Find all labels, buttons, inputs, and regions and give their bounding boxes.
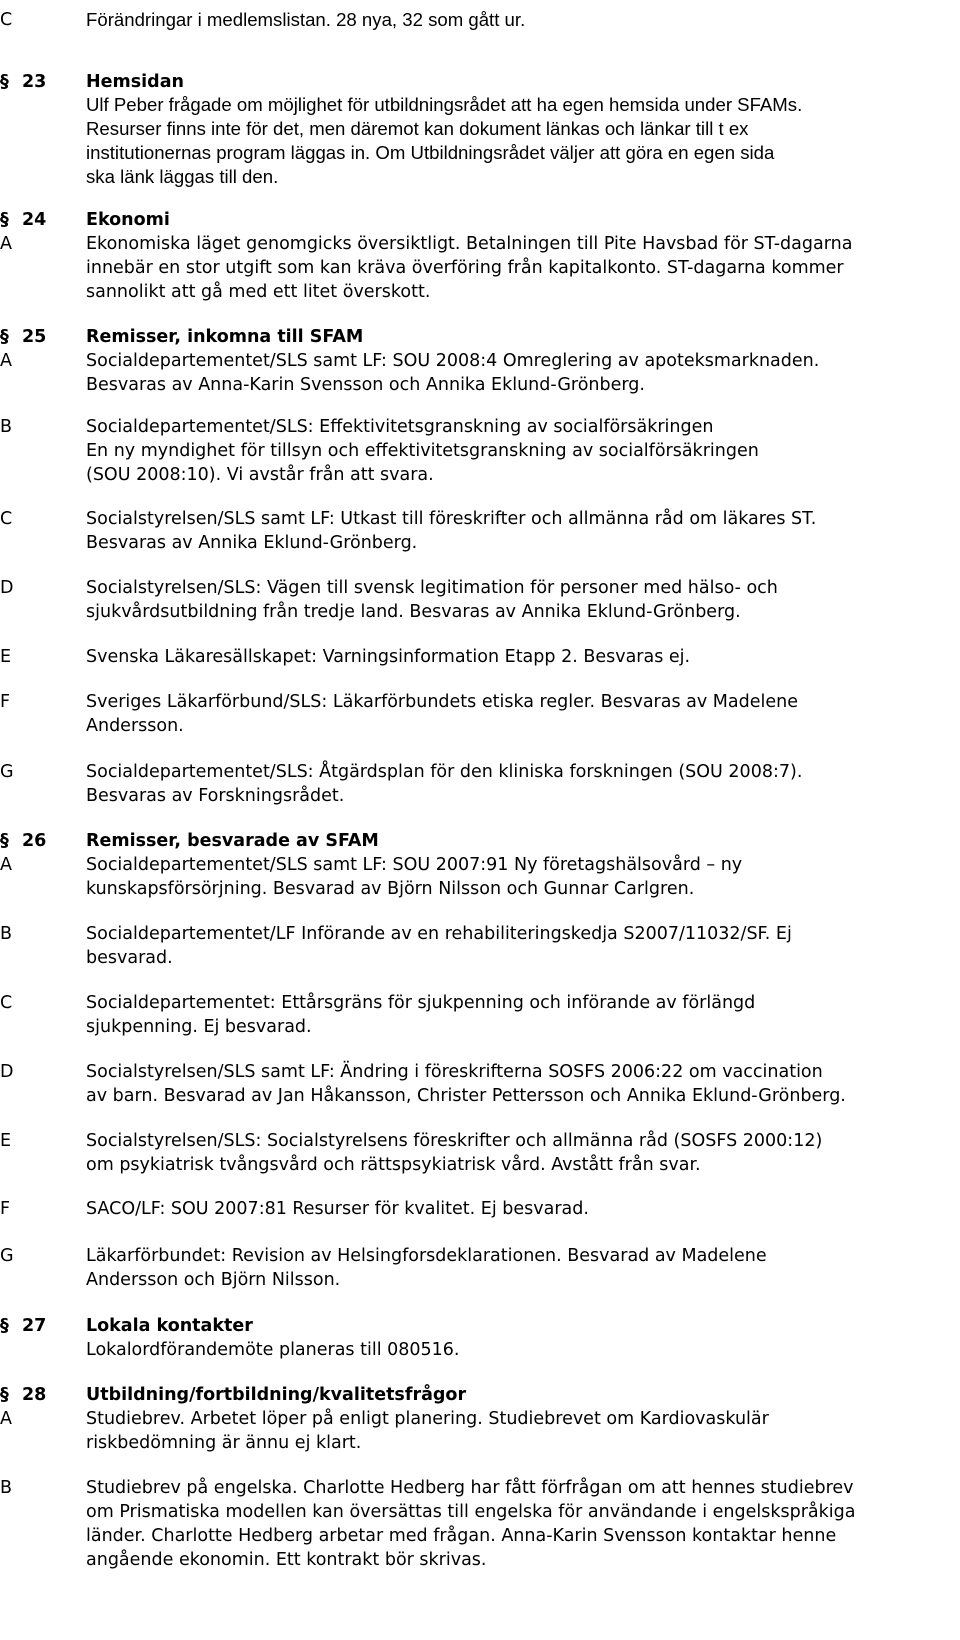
- item-letter: A: [0, 351, 12, 371]
- item-text: Sveriges Läkarförbund/SLS: Läkarförbundets etiska regler. Besvaras av Madelene Andersson.: [86, 692, 798, 736]
- item-letter: G: [0, 1246, 14, 1266]
- item-text: Förändringar i medlemslistan. 28 nya, 32 som gått ur.: [86, 9, 526, 30]
- item-text: SACO/LF: SOU 2007:81 Resurser för kvalitet. Ej besvarad.: [86, 1199, 589, 1219]
- item-text: Läkarförbundet: Revision av Helsingforsdeklarationen. Besvarad av Madelene Andersson och Björn Nilsson.: [86, 1246, 767, 1290]
- item-letter: E: [0, 1131, 12, 1151]
- item-letter: A: [0, 855, 12, 875]
- section-heading: Lokala kontakter: [86, 1316, 253, 1336]
- section-body: [86, 208, 954, 232]
- item-text: Socialstyrelsen/SLS samt LF: Utkast till föreskrifter och allmänna råd om läkares ST. Besvaras av Annika Eklund-Grönberg.: [86, 509, 817, 553]
- section-symbol: §: [0, 327, 9, 347]
- item-letter: E: [0, 647, 12, 667]
- item-letter: D: [0, 1062, 14, 1082]
- item-text: Socialdepartementet: Ettårsgräns för sjukpenning och införande av förlängd sjukpenning. Ej besvarad.: [86, 993, 756, 1037]
- item-letter: C: [0, 993, 13, 1013]
- item-letter: D: [0, 578, 14, 598]
- item-letter: C: [0, 509, 13, 529]
- item-letter: A: [0, 1409, 12, 1429]
- item-letter: B: [0, 417, 13, 437]
- item-text: Socialstyrelsen/SLS: Vägen till svensk legitimation för personer med hälso- och sjukvårdsutbildning från tredje land. Besvaras av Annika Eklund-Grönberg.: [86, 578, 778, 622]
- section-heading: Hemsidan: [86, 72, 184, 92]
- item-letter: G: [0, 762, 14, 782]
- document-page: C Förändringar i medlemslistan. 28 nya, 32 som gått ur. § 23 Hemsidan Ulf Peber frågade om möjlighet för utbildningsrådet att ha egen hemsida under SFAMs. Resurser finns inte för det, men däremot kan dokument länkas och länkar till t ex institutionernas program läggas in. Om Utbildningsrådet väljer att göra en egen sida ska länk läggas till den. § 24 Ekonomi A Ekonomiska läget genomgicks översiktligt. Betalningen till Pite Havsbad för ST-dagarna innebär en stor utgift som kan kräva överföring från kapitalkonto. ST-dagarna kommer sannolikt att gå med ett litet överskott. § 25 Remisser, inkomna till SFAM A Socialdepartementet/SLS samt LF: SOU 2008:4 Omreglering av apoteksmarknaden. Besvaras av Anna-Karin Svensson och Annika Eklund-Grönberg. B Socialdepartementet/SLS: Effektivitetsgranskning av socialförsäkringen En ny myndighet för tillsyn och effektivitetsgranskning av socialförsäkringen (SOU 2008:10). Vi avstår från att svara. C Socialstyrelsen/SLS samt LF: Utkast till föreskrifter och allmänna råd om läkares ST. Besvaras av Annika Eklund-Grönberg. D Socialstyrelsen/SLS: Vägen till svensk legitimation för personer med hälso- och sjukvårdsutbildning från tredje land. Besvaras av Annika Eklund-Grönberg. E Svenska Läkaresällskapet: Varningsinformation Etapp 2. Besvaras ej. F Sveriges Läkarförbund/SLS: Läkarförbundets etiska regler. Besvaras av Madelene Andersson. G Socialdepartementet/SLS: Åtgärdsplan för den kliniska forskningen (SOU 2008:7). Besvaras av Forskningsrådet. § 26 Remisser, besvarade av SFAM A Socialdepartementet/SLS samt LF: SOU 2007:91 Ny företagshälsovård – ny kunskapsförsörjning. Besvarad av Björn Nilsson och Gunnar Carlgren. B Socialdepartementet/LF Införande av en rehabiliteringskedja S2007/11032/SF. Ej besvarad. C Socialdepartementet: Ettårsgräns för sjukpenning och införande av förlängd sjukpenning. Ej besvarad. D Socialstyrelsen/SLS samt LF: Ändring i föreskrifterna SOSFS 2006:22 om vaccination av barn. Besvarad av Jan Håkansson, Christer Pettersson och Annika Eklund-Grönberg. E Socialstyrelsen/SLS: Socialstyrelsens föreskrifter och allmänna råd (SOSFS 2000:12) om psykiatrisk tvångsvård och rättspsykiatrisk vård. Avstått från svar. F SACO/LF: SOU 2007:81 Resurser för kvalitet. Ej besvarad. G Läkarförbundet: Revision av Helsingforsdeklarationen. Besvarad av Madelene Andersson och Björn Nilsson. § 27 Lokala kontakter Lokalordförandemöte planeras till 080516. § 28 Utbildning/fortbildning/kvalitetsfrågor A Studiebrev. Arbetet löper på enligt planering. Studiebrevet om Kardiovaskulär riskbedömning är ännu ej klart. B Studiebrev på engelska. Charlotte Hedberg har fått förfrågan om att hennes studiebrev om Prismatiska modellen kan översättas till engelska för användande i engelskspråkiga länder. Charlotte Hedberg arbetar med frågan. Anna-Karin Svensson kontaktar henne angående ekonomin. Ett kontrakt bör skrivas.: [0, 0, 960, 1640]
- section-heading: Ekonomi: [86, 210, 170, 230]
- item-letter: A: [0, 234, 12, 254]
- section-symbol: §: [0, 72, 9, 92]
- section-symbol: §: [0, 831, 9, 851]
- item-text: Studiebrev på engelska. Charlotte Hedberg har fått förfrågan om att hennes studiebrev om Prismatiska modellen kan översättas till engelska för användande i engelskspråkiga länder. Charlotte Hedberg arbetar med frågan. Anna-Karin Svensson kontaktar henne angående ekonomin. Ett kontrakt bör skrivas.: [86, 1478, 856, 1570]
- section-body: [86, 325, 954, 349]
- item-letter: C: [0, 10, 13, 30]
- item-text: Socialstyrelsen/SLS samt LF: Ändring i föreskrifterna SOSFS 2006:22 om vaccination av barn. Besvarad av Jan Håkansson, Christer Pettersson och Annika Eklund-Grönberg.: [86, 1062, 846, 1106]
- item-text: Socialdepartementet/LF Införande av en rehabiliteringskedja S2007/11032/SF. Ej besvarad.: [86, 924, 792, 968]
- item-text: Socialdepartementet/SLS samt LF: SOU 2007:91 Ny företagshälsovård – ny kunskapsförsörjning. Besvarad av Björn Nilsson och Gunnar Carlgren.: [86, 855, 743, 899]
- section-heading: Remisser, besvarade av SFAM: [86, 831, 379, 851]
- item-letter: F: [0, 1199, 11, 1219]
- item-text: Socialstyrelsen/SLS: Socialstyrelsens föreskrifter och allmänna råd (SOSFS 2000:12) om psykiatrisk tvångsvård och rättspsykiatrisk vård. Avstått från svar.: [86, 1131, 823, 1175]
- item-letter: B: [0, 1478, 13, 1498]
- item-text: Studiebrev. Arbetet löper på enligt planering. Studiebrevet om Kardiovaskulär riskbedömning är ännu ej klart.: [86, 1409, 769, 1453]
- item-text: Svenska Läkaresällskapet: Varningsinformation Etapp 2. Besvaras ej.: [86, 647, 691, 667]
- section-text: Ulf Peber frågade om möjlighet för utbildningsrådet att ha egen hemsida under SFAMs. Resurser finns inte för det, men däremot kan dokument länkas och länkar till t ex institutionernas program läggas in. Om Utbildningsrådet väljer att göra en egen sida ska länk läggas till den.: [86, 94, 803, 187]
- section-heading: Remisser, inkomna till SFAM: [86, 327, 364, 347]
- section-symbol: §: [0, 210, 9, 230]
- section-symbol: §: [0, 1316, 9, 1336]
- item-text: Socialdepartementet/SLS: Effektivitetsgranskning av socialförsäkringen En ny myndighet för tillsyn och effektivitetsgranskning av socialförsäkringen (SOU 2008:10). Vi avstår från att svara.: [86, 417, 759, 485]
- section-body: [86, 1383, 954, 1407]
- item-text: Socialdepartementet/SLS samt LF: SOU 2008:4 Omreglering av apoteksmarknaden. Besvaras av Anna-Karin Svensson och Annika Eklund-Grönberg.: [86, 351, 820, 395]
- item-letter: B: [0, 924, 13, 944]
- section-body: Lokala kontakter Lokalordförandemöte planeras till 080516.: [86, 1314, 954, 1362]
- item-text: Ekonomiska läget genomgicks översiktligt. Betalningen till Pite Havsbad för ST-dagarna innebär en stor utgift som kan kräva överföring från kapitalkonto. ST-dagarna kommer sannolikt att gå med ett litet överskott.: [86, 234, 853, 302]
- section-body: [86, 70, 954, 94]
- section-symbol: §: [0, 1385, 9, 1405]
- item-letter: F: [0, 692, 11, 712]
- section-heading: Utbildning/fortbildning/kvalitetsfrågor: [86, 1385, 467, 1405]
- section-body: [86, 829, 954, 853]
- item-text: Socialdepartementet/SLS: Åtgärdsplan för den kliniska forskningen (SOU 2008:7). Besvaras av Forskningsrådet.: [86, 762, 803, 806]
